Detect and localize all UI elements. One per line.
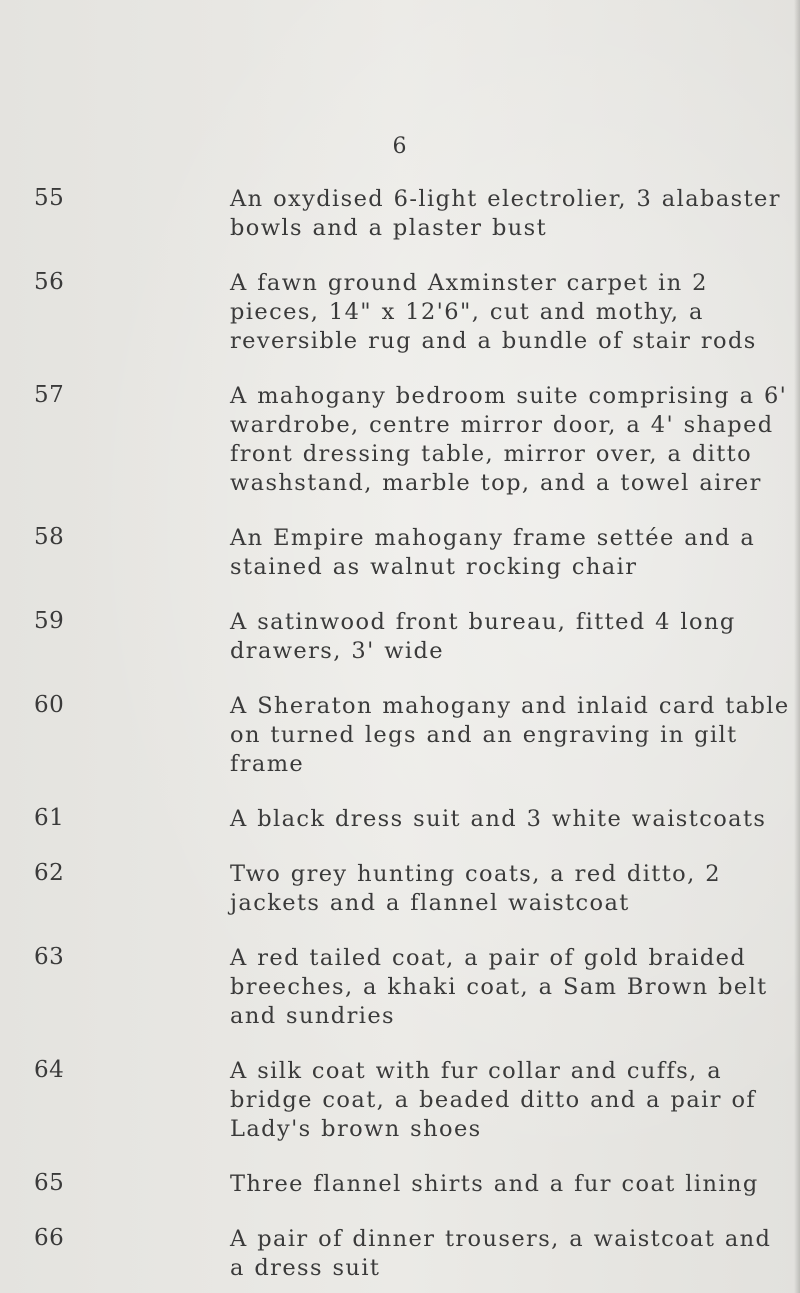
lot-number: 66 <box>34 1225 65 1251</box>
page-number: 6 <box>392 134 408 159</box>
lot-description: Three flannel shirts and a fur coat lining <box>230 1171 759 1197</box>
lot-number: 64 <box>34 1057 65 1083</box>
lot-number: 57 <box>34 382 65 408</box>
lot-number: 59 <box>34 608 65 634</box>
lot-description: A red tailed coat, a pair of gold braided breeches, a khaki coat, a Sam Brown belt and sundries <box>230 945 768 1029</box>
lot-description: A black dress suit and 3 white waistcoats <box>230 806 767 832</box>
lot-number: 60 <box>34 692 65 718</box>
lot-number: 61 <box>34 805 65 831</box>
lot-number: 62 <box>34 860 65 886</box>
lot-description: An oxydised 6-light electrolier, 3 alabaster bowls and a plaster bust <box>230 186 781 241</box>
lot-description: A fawn ground Axminster carpet in 2 pieces, 14" x 12'6", cut and mothy, a reversible rug and a bundle of stair rods <box>230 270 757 354</box>
lot-number: 55 <box>34 185 65 211</box>
lot-number: 63 <box>34 944 65 970</box>
lot-description: A pair of dinner trousers, a waistcoat and a dress suit <box>230 1226 772 1281</box>
lot-description: A satinwood front bureau, fitted 4 long drawers, 3' wide <box>230 609 736 664</box>
lot-description: Two grey hunting coats, a red ditto, 2 jackets and a flannel waistcoat <box>230 861 721 916</box>
lot-description: An Empire mahogany frame settée and a stained as walnut rocking chair <box>230 525 756 580</box>
lot-description: A Sheraton mahogany and inlaid card table on turned legs and an engraving in gilt frame <box>230 693 790 777</box>
lot-number: 65 <box>34 1170 65 1196</box>
lot-description: A silk coat with fur collar and cuffs, a bridge coat, a beaded ditto and a pair of Lady's brown shoes <box>230 1058 757 1142</box>
lot-number: 56 <box>34 269 65 295</box>
lot-description: A mahogany bedroom suite comprising a 6' wardrobe, centre mirror door, a 4' shaped front dressing table, mirror over, a ditto washstand, marble top, and a towel airer <box>230 383 788 496</box>
lot-number: 58 <box>34 524 65 550</box>
page-edge-shadow <box>794 0 800 1293</box>
